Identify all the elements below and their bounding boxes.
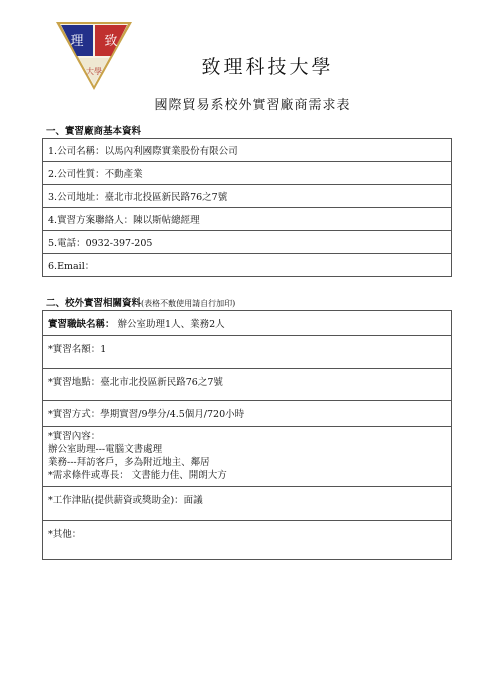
content-label: *實習內容： [48, 431, 101, 442]
job-title-cell [43, 311, 452, 336]
requirements: *需求條件或專長： 文書能力佳、開朗大方 [48, 470, 227, 481]
contact-person: 4.實習方案聯絡人：陳以斯帖總經理 [43, 208, 452, 231]
table-row [43, 521, 452, 560]
table-row [43, 427, 452, 487]
table-row [43, 208, 452, 231]
company-type: 2.公司性質：不動產業 [43, 162, 452, 185]
section2-title-wrap [46, 295, 235, 309]
table-row [43, 336, 452, 369]
table-row [43, 401, 452, 427]
content-line: 辦公室助理---電腦文書處理 [48, 444, 163, 455]
internship-info-table [42, 310, 452, 560]
form-title: 國際貿易系校外實習廠商需求表 [154, 98, 351, 113]
job-title-value: 辦公室助理1人、業務2人 [114, 319, 225, 330]
quota: *實習名額：1 [43, 336, 452, 369]
other: *其他： [43, 521, 452, 560]
email: 6.Email： [43, 254, 452, 277]
allowance: *工作津貼(提供薪資或獎助金)：面議 [43, 487, 452, 521]
content-line: 業務---拜訪客戶，多為附近地主、鄰居 [48, 457, 210, 468]
logo-char-li: 理 [70, 34, 84, 49]
table-row [43, 254, 452, 277]
table-row [43, 311, 452, 336]
table-row [43, 185, 452, 208]
content-cell [43, 427, 452, 487]
job-title-label: 實習職缺名稱： [48, 319, 115, 330]
company-name: 1.公司名稱：以馬內利國際實業股份有限公司 [43, 139, 452, 162]
section1-title: 一、實習廠商基本資料 [46, 126, 142, 137]
company-address: 3.公司地址：臺北市北投區新民路76之7號 [43, 185, 452, 208]
section2-note: (表格不敷使用請自行加印) [141, 299, 236, 308]
table-row [43, 162, 452, 185]
logo-char-zhi: 致 [104, 34, 118, 49]
location: *實習地點：臺北市北投區新民路76之7號 [43, 369, 452, 401]
logo-char-daxue: 大學 [86, 67, 102, 76]
university-name: 致理科技大學 [201, 56, 334, 78]
table-row [43, 231, 452, 254]
table-row [43, 369, 452, 401]
company-info-table [42, 138, 452, 277]
phone: 5.電話：0932-397-205 [43, 231, 452, 254]
table-row [43, 487, 452, 521]
table-row [43, 139, 452, 162]
section2-title: 二、校外實習相關資料 [46, 298, 142, 309]
method: *實習方式：學期實習/9學分/4.5個月/720小時 [43, 401, 452, 427]
